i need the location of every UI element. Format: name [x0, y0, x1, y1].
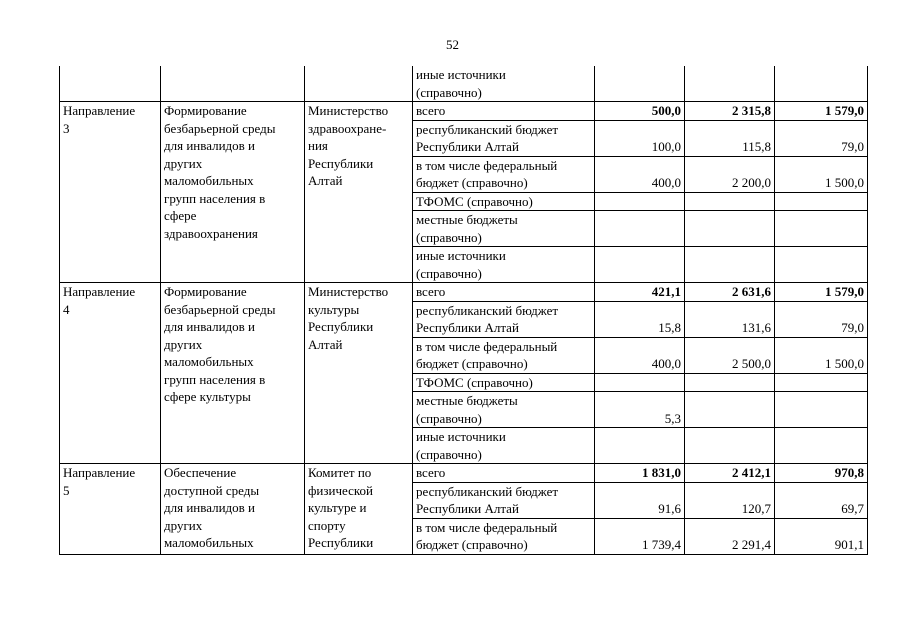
value-cell: 500,0 [595, 102, 685, 121]
table-row [60, 102, 868, 121]
value-cell: 2 291,4 [685, 518, 775, 554]
value-cell: 79,0 [775, 301, 868, 337]
value-cell [685, 211, 775, 247]
value-cell: 2 412,1 [685, 464, 775, 483]
value-cell [595, 247, 685, 283]
value-cell: 400,0 [595, 156, 685, 192]
name-cell: Обеспечение доступной среды для инвалидов и других маломобильных [161, 464, 305, 555]
value-cell [775, 392, 868, 428]
table-row [60, 464, 868, 483]
source-cell: всего [413, 102, 595, 121]
executor-cell: Комитет по физической культуре и спорту Республики [305, 464, 413, 555]
value-cell [595, 373, 685, 392]
value-cell: 79,0 [775, 120, 868, 156]
source-cell: республиканский бюджет Республики Алтай [413, 301, 595, 337]
value-cell [595, 211, 685, 247]
value-cell: 421,1 [595, 283, 685, 302]
value-cell [775, 211, 868, 247]
source-cell: республиканский бюджет Республики Алтай [413, 482, 595, 518]
name-cell: Формирование безбарьерной среды для инвалидов и других маломобильных групп населения в сфере здравоохранения [161, 102, 305, 283]
value-cell: 115,8 [685, 120, 775, 156]
name-cell [161, 66, 305, 102]
source-cell: местные бюджеты (справочно) [413, 392, 595, 428]
source-cell: всего [413, 464, 595, 483]
value-cell: 2 315,8 [685, 102, 775, 121]
value-cell: 2 631,6 [685, 283, 775, 302]
value-cell [595, 66, 685, 102]
table-row [60, 66, 868, 102]
value-cell [775, 192, 868, 211]
direction-cell: Направление 4 [60, 283, 161, 464]
source-cell: всего [413, 283, 595, 302]
value-cell: 2 500,0 [685, 337, 775, 373]
value-cell: 1 739,4 [595, 518, 685, 554]
value-cell: 1 579,0 [775, 283, 868, 302]
value-cell: 400,0 [595, 337, 685, 373]
value-cell [775, 373, 868, 392]
value-cell: 131,6 [685, 301, 775, 337]
source-cell: местные бюджеты (справочно) [413, 211, 595, 247]
value-cell [775, 247, 868, 283]
value-cell: 970,8 [775, 464, 868, 483]
budget-table [59, 66, 868, 555]
source-cell: в том числе федеральный бюджет (справочно) [413, 518, 595, 554]
value-cell: 69,7 [775, 482, 868, 518]
value-cell: 1 831,0 [595, 464, 685, 483]
value-cell [685, 66, 775, 102]
name-cell: Формирование безбарьерной среды для инвалидов и других маломобильных групп населения в сфере культуры [161, 283, 305, 464]
value-cell: 120,7 [685, 482, 775, 518]
source-cell: ТФОМС (справочно) [413, 192, 595, 211]
value-cell [685, 247, 775, 283]
executor-cell: Министерство культуры Республики Алтай [305, 283, 413, 464]
value-cell: 5,3 [595, 392, 685, 428]
value-cell [685, 392, 775, 428]
direction-cell [60, 66, 161, 102]
table-row [60, 283, 868, 302]
value-cell [685, 192, 775, 211]
value-cell [595, 428, 685, 464]
source-cell: в том числе федеральный бюджет (справочно) [413, 337, 595, 373]
value-cell [775, 428, 868, 464]
executor-cell: Министерство здравоохране- ния Республики Алтай [305, 102, 413, 283]
source-cell: в том числе федеральный бюджет (справочно) [413, 156, 595, 192]
executor-cell [305, 66, 413, 102]
value-cell: 100,0 [595, 120, 685, 156]
value-cell: 2 200,0 [685, 156, 775, 192]
source-cell: иные источники (справочно) [413, 247, 595, 283]
value-cell [685, 428, 775, 464]
value-cell: 15,8 [595, 301, 685, 337]
value-cell: 1 579,0 [775, 102, 868, 121]
source-cell: иные источники (справочно) [413, 66, 595, 102]
source-cell: республиканский бюджет Республики Алтай [413, 120, 595, 156]
value-cell: 1 500,0 [775, 156, 868, 192]
direction-cell: Направление 5 [60, 464, 161, 555]
direction-cell: Направление 3 [60, 102, 161, 283]
source-cell: ТФОМС (справочно) [413, 373, 595, 392]
value-cell: 901,1 [775, 518, 868, 554]
page-number: 52 [446, 37, 459, 52]
value-cell [775, 66, 868, 102]
value-cell: 1 500,0 [775, 337, 868, 373]
value-cell [595, 192, 685, 211]
value-cell: 91,6 [595, 482, 685, 518]
source-cell: иные источники (справочно) [413, 428, 595, 464]
value-cell [685, 373, 775, 392]
